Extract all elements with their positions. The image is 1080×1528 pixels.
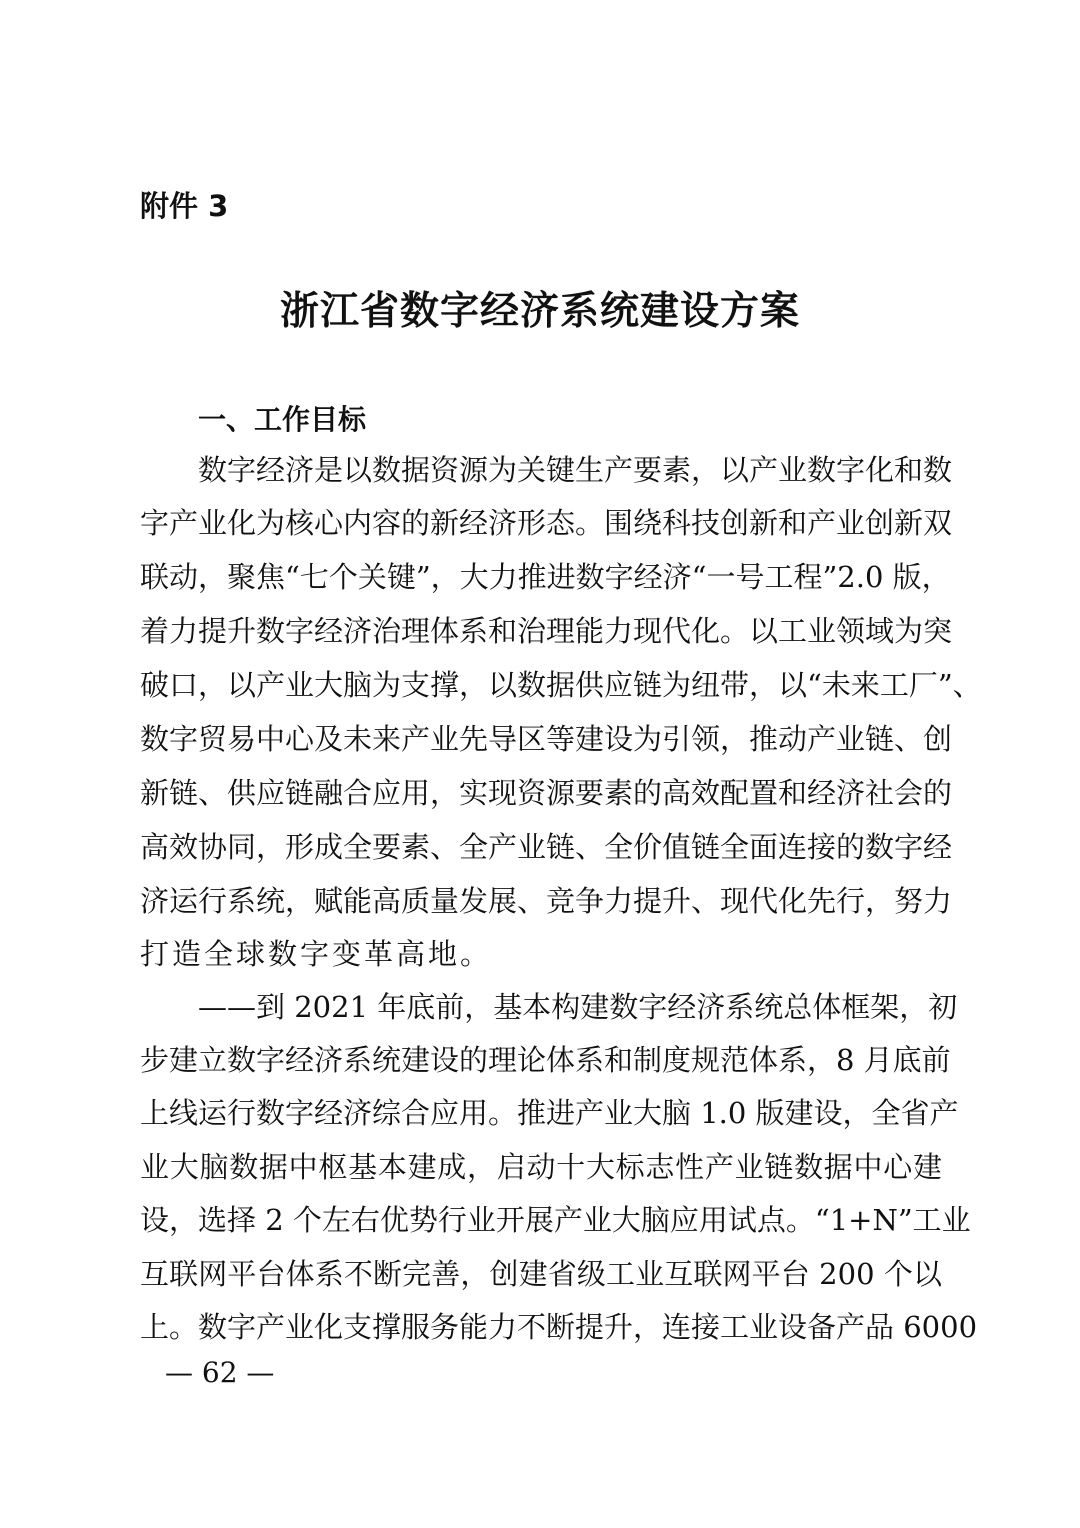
- text-line: 字产业化为核心内容的新经济形态。围绕科技创新和产业创新双: [140, 506, 953, 540]
- text-line: 上线运行数字经济综合应用。推进产业大脑 1.0 版建设，全省产: [140, 1096, 959, 1130]
- section-heading: 一、工作目标: [198, 403, 367, 436]
- text-line: 联动，聚焦“七个关键”，大力推进数字经济“一号工程”2.0 版，: [140, 560, 951, 594]
- text-line: 上。数字产业化支撑服务能力不断提升，连接工业设备产品 6000: [140, 1310, 978, 1344]
- text-line: 着力提升数字经济治理体系和治理能力现代化。以工业领域为突: [140, 614, 953, 648]
- text-line: 破口，以产业大脑为支撑，以数据供应链为纽带，以“未来工厂”、: [140, 668, 982, 702]
- text-line: 数字贸易中心及未来产业先导区等建设为引领，推动产业链、创: [140, 722, 953, 756]
- text-line: 业大脑数据中枢基本建成，启动十大标志性产业链数据中心建: [140, 1150, 942, 1184]
- text-line: 步建立数字经济系统建设的理论体系和制度规范体系，8 月底前: [140, 1043, 951, 1077]
- text-line: 高效协同，形成全要素、全产业链、全价值链全面连接的数字经: [140, 830, 953, 864]
- text-line: 打造全球数字变革高地。: [140, 937, 493, 971]
- text-line: 设，选择 2 个左右优势行业开展产业大脑应用试点。“1+N”工业: [140, 1203, 971, 1237]
- text-line: 互联网平台体系不断完善，创建省级工业互联网平台 200 个以: [140, 1257, 942, 1291]
- text-line: ——到 2021 年底前，基本构建数字经济系统总体框架，初: [198, 990, 958, 1024]
- text-line: 济运行系统，赋能高质量发展、竞争力提升、现代化先行，努力: [140, 884, 953, 918]
- page-number: — 62 —: [165, 1356, 275, 1389]
- text-line: 新链、供应链融合应用，实现资源要素的高效配置和经济社会的: [140, 776, 953, 810]
- attachment-label: 附件 3: [140, 189, 229, 223]
- document-title: 浙江省数字经济系统建设方案: [279, 288, 800, 334]
- text-line: 数字经济是以数据资源为关键生产要素，以产业数字化和数: [198, 453, 953, 487]
